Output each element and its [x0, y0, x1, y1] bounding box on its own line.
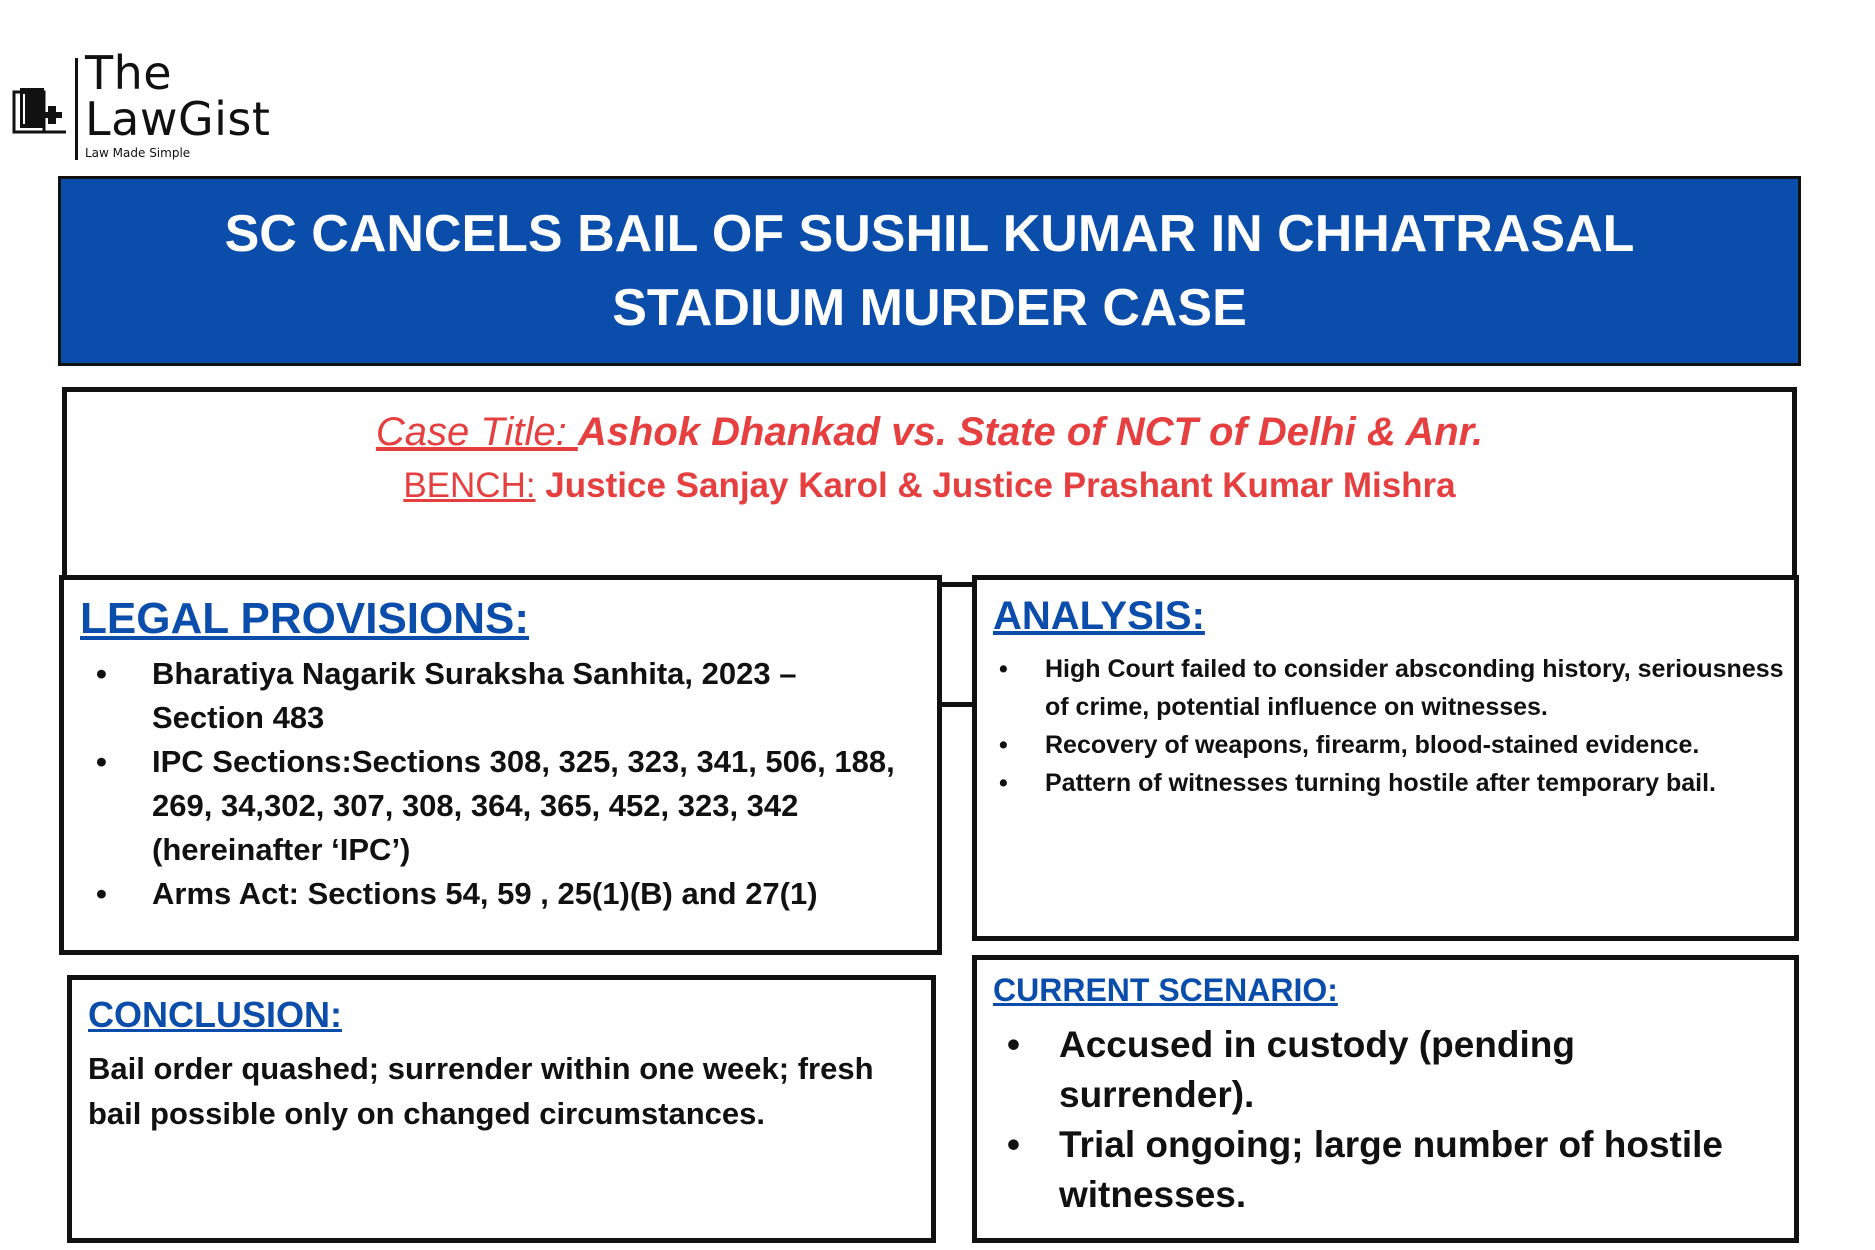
conclusion-heading: CONCLUSION: — [88, 994, 342, 1035]
case-title — [67, 410, 1792, 455]
current-scenario-list — [1007, 1020, 1767, 1220]
conclusion-box — [67, 975, 936, 1243]
logo-tagline: Law Made Simple — [85, 146, 191, 160]
current-scenario-heading: CURRENT SCENARIO: — [993, 972, 1338, 1008]
logo-wordmark — [85, 46, 271, 146]
bench — [67, 466, 1792, 506]
list-item: • Pattern of witnesses turning hostile after temporary bail. — [999, 764, 1789, 802]
case-title-value: Ashok Dhankad vs. State of NCT of Delhi & Anr. — [577, 410, 1484, 454]
list-item: • IPC Sections:Sections 308, 325, 323, 341, 506, 188, 269, 34,302, 307, 308, 364, 365, 452, 323, 342 (hereinafter ‘IPC’) — [96, 740, 906, 872]
legal-provisions-heading: LEGAL PROVISIONS: — [80, 594, 530, 643]
list-item: • Trial ongoing; large number of hostile witnesses. — [1007, 1120, 1767, 1220]
analysis-heading: ANALYSIS: — [993, 594, 1205, 638]
title-banner — [58, 176, 1801, 366]
current-scenario-box — [972, 955, 1799, 1243]
bench-label: BENCH: — [403, 466, 536, 505]
logo-line-1: The — [85, 46, 173, 100]
list-item: • Recovery of weapons, firearm, blood-stained evidence. — [999, 726, 1789, 764]
legal-provisions-list — [96, 652, 906, 916]
analysis-list — [999, 650, 1789, 802]
logo-line-2: LawGist — [85, 92, 271, 146]
legal-provisions-box — [59, 575, 942, 955]
case-title-label: Case Title: — [375, 410, 578, 454]
case-info-box — [62, 387, 1797, 587]
list-item: • High Court failed to consider absconding history, seriousness of crime, potential influence on witnesses. — [999, 650, 1789, 726]
connector-line — [942, 702, 972, 707]
list-item: • Bharatiya Nagarik Suraksha Sanhita, 2023 – Section 483 — [96, 652, 906, 740]
book-gavel-icon — [12, 82, 68, 138]
analysis-box — [972, 575, 1799, 941]
list-item: • Arms Act: Sections 54, 59 , 25(1)(B) and 27(1) — [96, 872, 906, 916]
page-title: SC CANCELS BAIL OF SUSHIL KUMAR IN CHHATRASAL STADIUM MURDER CASE — [224, 205, 1635, 337]
logo-divider — [75, 58, 78, 160]
list-item: • Accused in custody (pending surrender). — [1007, 1020, 1767, 1120]
bench-value: Justice Sanjay Karol & Justice Prashant Kumar Mishra — [535, 466, 1456, 505]
conclusion-text: Bail order quashed; surrender within one week; fresh bail possible only on changed circumstances. — [88, 1051, 874, 1131]
